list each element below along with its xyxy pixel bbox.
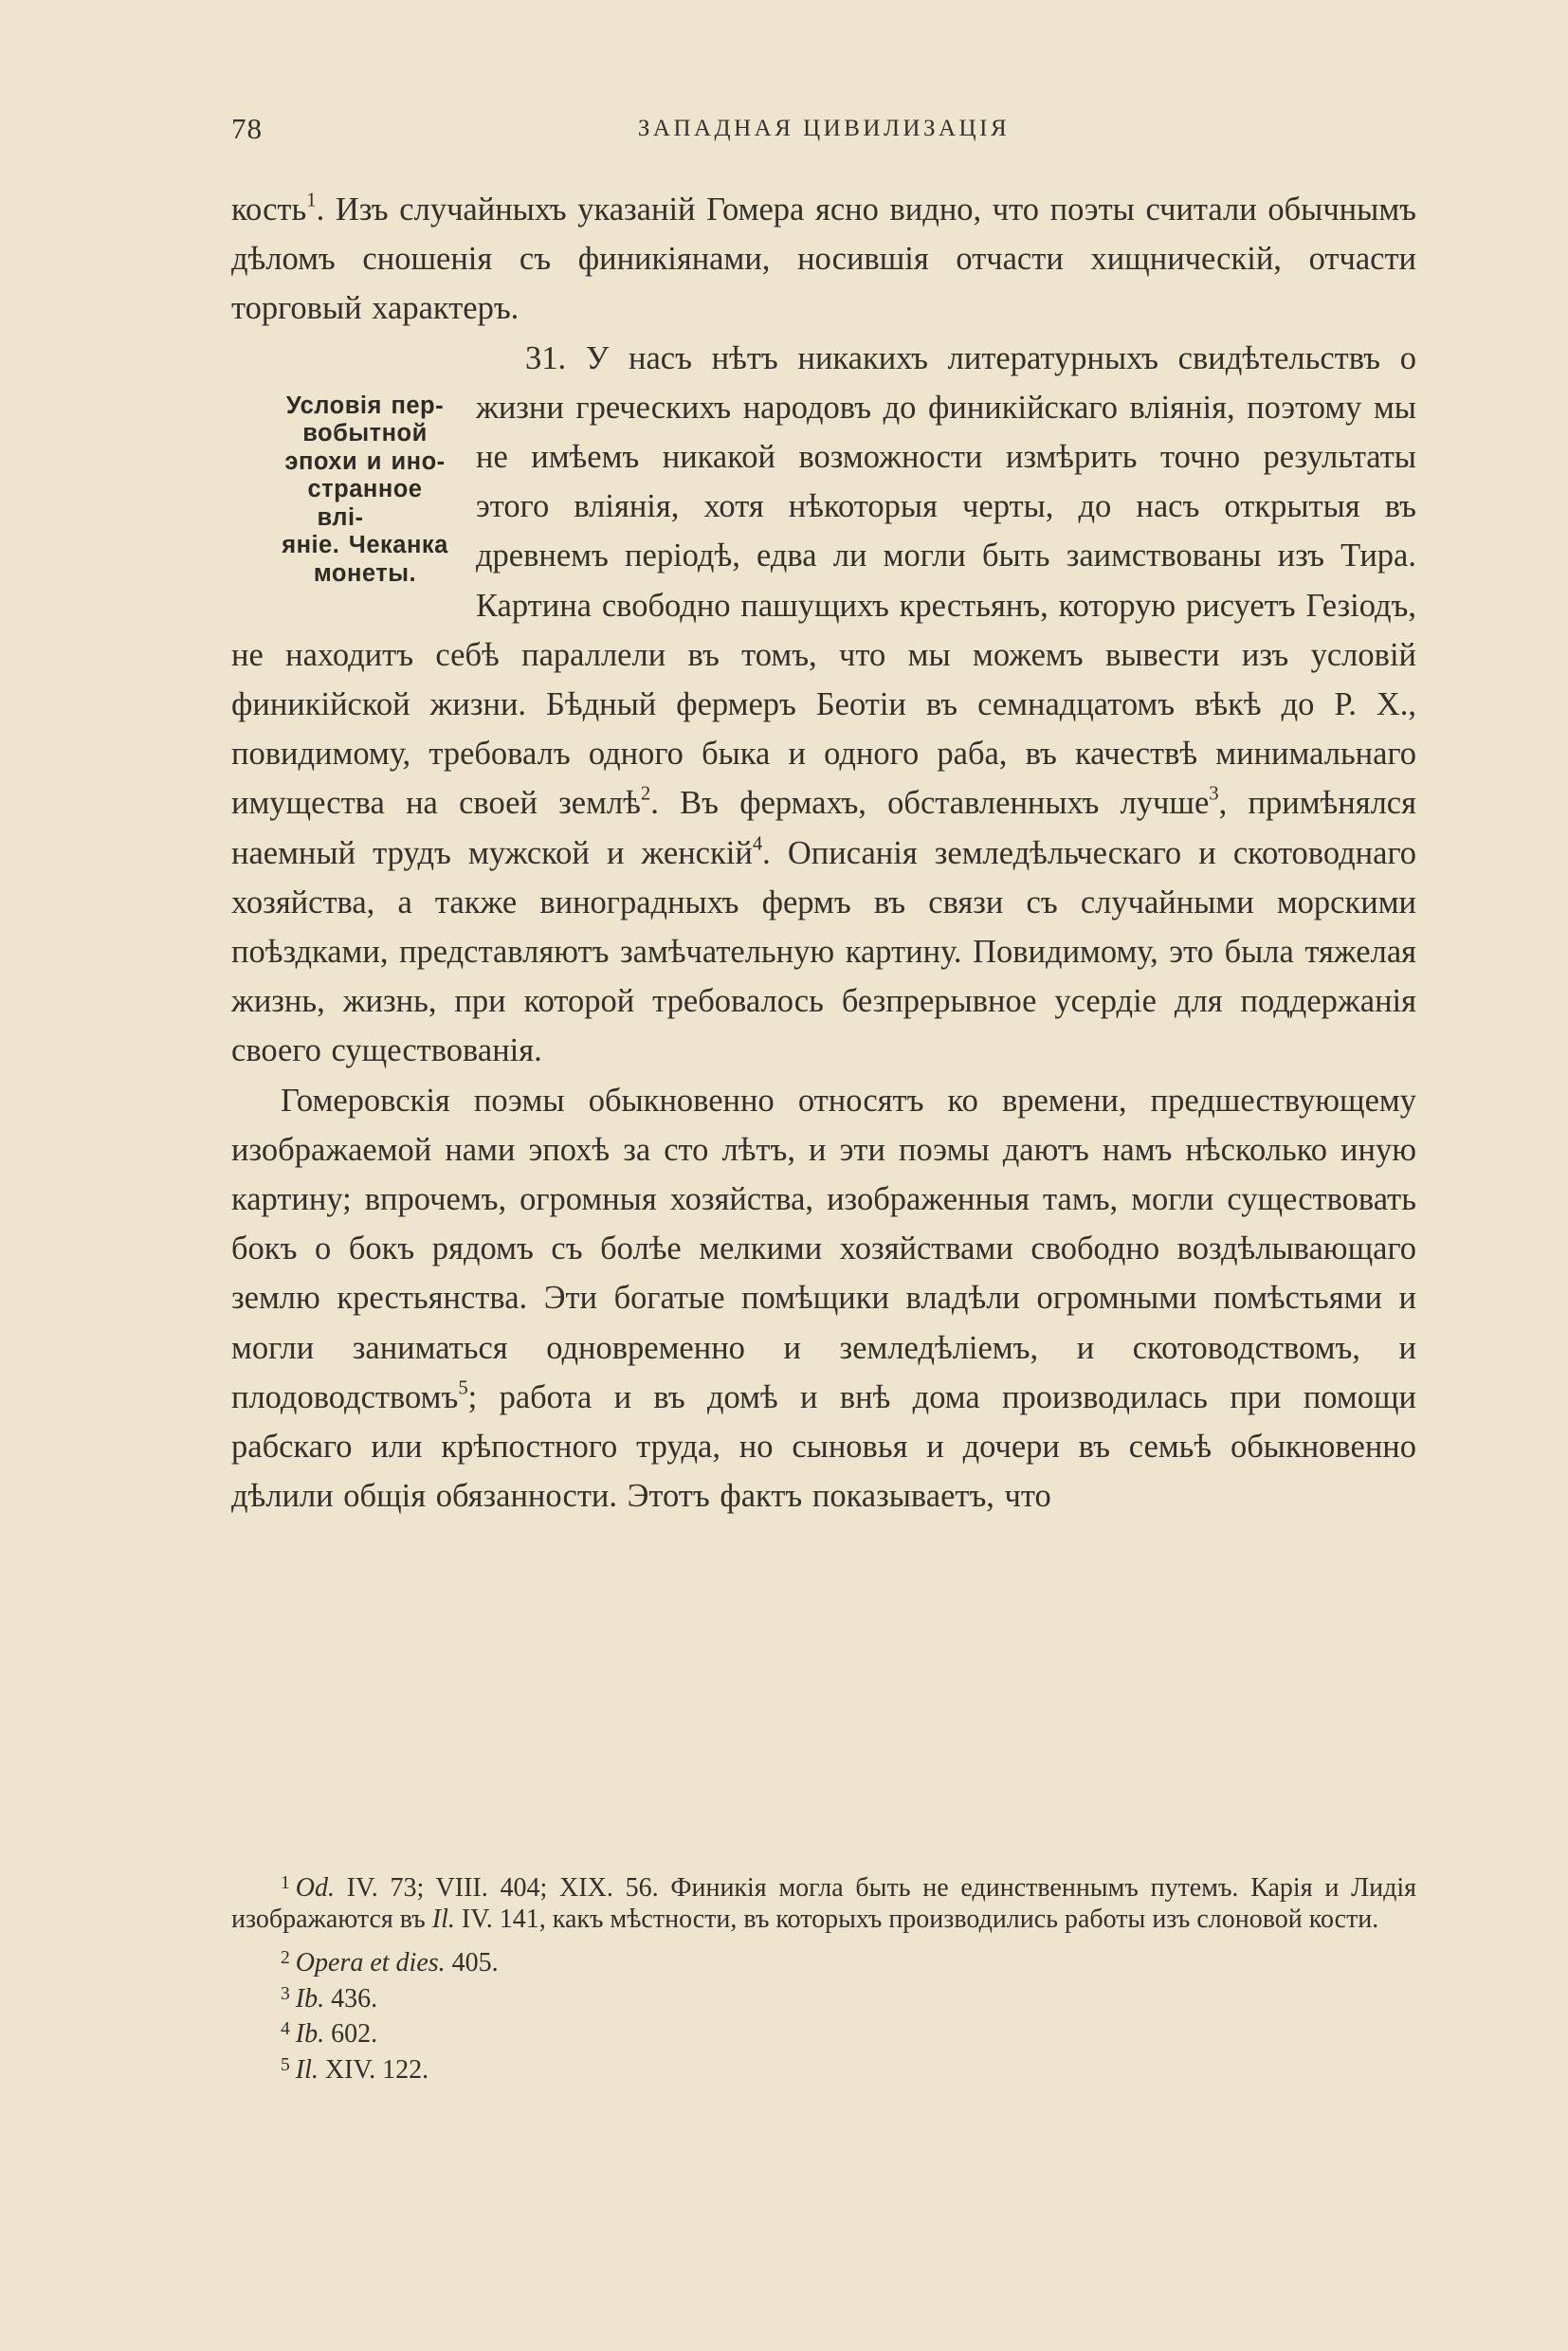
footnote-3: $^3$ Ib. 436.: [281, 1983, 378, 2014]
main-text: [231, 185, 1416, 1521]
running-title: ЗАПАДНАЯ ЦИВИЛИЗАЦІЯ: [637, 116, 1011, 141]
marginal-note: Условія пер- вобытной эпохи и ино- странное влі- яніе. Чеканка монеты.: [282, 392, 448, 587]
footnotes: [231, 1868, 1416, 2086]
paragraph-homeric: Гомеровскія поэмы обыкновенно относятъ ко времени, предшествующему изображаемой нами эпохѣ за сто лѣтъ, и эти поэмы даютъ намъ нѣсколько иную картину; впрочемъ, огромныя хозяйства, изображенныя тамъ, могли существовать бокъ о бокъ рядомъ съ болѣе мелкими хозяйствами свободно воздѣлывающаго землю крестьянства. Эти богатые помѣщики владѣли огромными помѣстьями и могли заниматься одновременно и земледѣліемъ, и скотоводствомъ, и плодоводствомъ$^5$; работа и въ домѣ и внѣ дома производилась при помощи рабскаго или крѣпостного труда, но сыновья и дочери въ семьѣ обыкновенно дѣлили общія обязанности. Этотъ фактъ показываетъ, что: [231, 1082, 1416, 1515]
footnote-ref-3[interactable]: 3: [1209, 783, 1219, 805]
footnote-ref-1[interactable]: 1: [306, 190, 317, 211]
paragraph-continued: кость$^1$. Изъ случайныхъ указаній Гомера ясно видно, что поэты считали обычнымъ дѣломъ сношенія съ финикіянами, носившія отчасти хищническій, отчасти торговый характеръ.: [231, 190, 1416, 327]
footnote-1: $^1$ Od. IV. 73; VIII. 404; XIX. 56. Финикія могла быть не единственнымъ путемъ. Карія и Лидія изображаются въ Il. IV. 141, какъ мѣстности, въ которыхъ производились работы изъ слоновой кости.: [231, 1872, 1416, 1934]
footnote-2: $^2$ Opera et dies. 405.: [281, 1947, 499, 1977]
page-number: 78: [231, 112, 263, 145]
footnote-5: $^5$ Il. XIV. 122.: [281, 2055, 429, 2086]
footnote-ref-5[interactable]: 5: [458, 1377, 468, 1399]
page-header: [231, 112, 1416, 150]
footnote-4: $^4$ Ib. 602.: [281, 2019, 378, 2050]
paragraph-31: Условія пер- вобытной эпохи и ино- странное влі- яніе. Чеканка монеты. 31. У насъ нѣтъ никакихъ литературныхъ свидѣтельствъ о жизни греческихъ народовъ до финикійскаго вліянія, поэтому мы не имѣемъ никакой возможности измѣрить точно результаты этого вліянія, хотя нѣкоторыя черты, до насъ открытыя въ древнемъ періодѣ, едва ли могли быть заимствованы изъ Тира. Картина свободно пашущихъ крестьянъ, которую рисуетъ Гезіодъ, не находитъ себѣ параллели въ томъ, что мы можемъ вывести изъ условій финикійской жизни. Бѣдный фермеръ Беотіи въ семнадцатомъ вѣкѣ до Р. Х., повидимому, требовалъ одного быка и одного раба, въ качествѣ минимальнаго имущества на своей землѣ$^2$. Въ фермахъ, обставленныхъ лучше$^3$, примѣнялся наемный трудъ мужской и женскій$^4$. Описанія земледѣльческаго и скотоводнаго хозяйства, а также виноградныхъ фермъ въ связи съ случайными морскими поѣздками, представляютъ замѣчательную картину. Повидимому, это была тяжелая жизнь, жизнь, при которой требовалось безпрерывное усердіе для поддержанія своего существованія.: [231, 339, 1416, 1069]
footnote-ref-4[interactable]: 4: [752, 833, 763, 855]
footnote-ref-2[interactable]: 2: [640, 783, 651, 805]
